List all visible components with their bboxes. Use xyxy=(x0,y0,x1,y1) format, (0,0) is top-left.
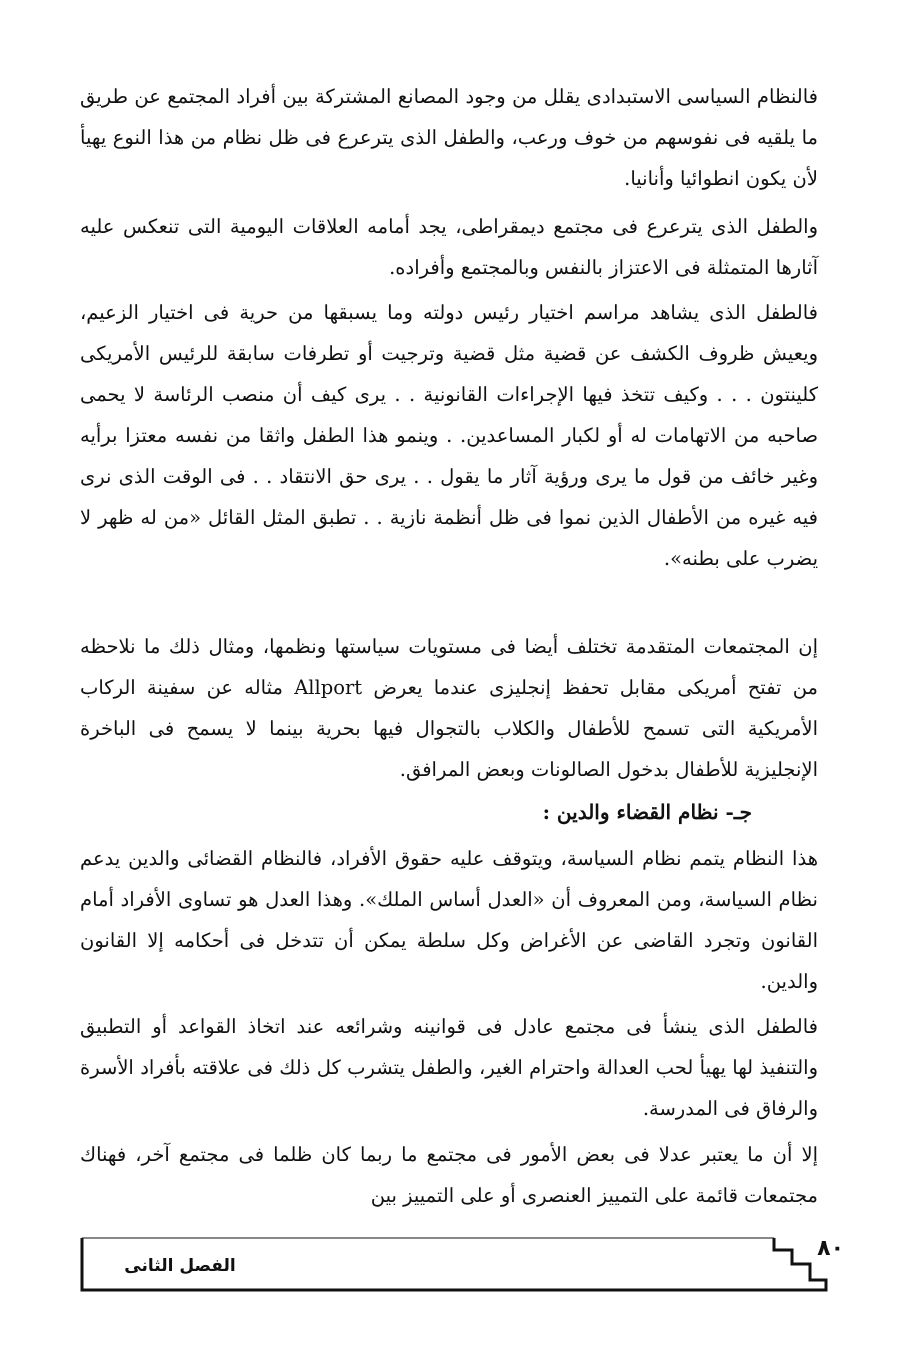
paragraph-1: فالنظام السياسى الاستبدادى يقلل من وجود المصانع المشتركة بين أفراد المجتمع عن طريق ما يلقيه فى نفوسهم من خوف ورعب، والطفل الذى يترعرع فى ظل نظام من هذا النوع يهيأ لأن يكون انطوائيا وأنانيا. xyxy=(80,85,818,190)
paragraph-2: والطفل الذى يترعرع فى مجتمع ديمقراطى، يجد أمامه العلاقات اليومية التى تنعكس عليه آثارها المتمثلة فى الاعتزاز بالنفس وبالمجتمع وأفراده. xyxy=(80,215,818,279)
paragraph-3: فالطفل الذى يشاهد مراسم اختيار رئيس دولته وما يسبقها من حرية فى اختيار الزعيم، ويعيش ظروف الكشف عن قضية مثل قضية وترجيت أو تطرفات سابقة للرئيس الأمريكى كلينتون . . . وكيف تتخذ فيها الإجراءات القانونية . . يرى كيف أن منصب الرئاسة لا يحمى صاحبه من الاتهامات له أو لكبار المساعدين. . وينمو هذا الطفل واثقا من نفسه معتزا برأيه وغير خائف من قول ما يرى ورؤية آثار ما يقول . . يرى حق الانتقاد . . فى الوقت الذى نرى فيه غيره من الأطفال الذين نموا فى ظل أنظمة نازية . . تطبق المثل القائل «من له ظهر لا يضرب على بطنه». xyxy=(80,301,818,570)
page-footer xyxy=(80,1236,844,1294)
page-number: ٨٠ xyxy=(817,1236,844,1261)
section-heading-text: جـ- نظام القضاء والدين : xyxy=(542,800,752,824)
section-heading xyxy=(80,792,818,833)
paragraph-4: إن المجتمعات المتقدمة تختلف أيضا فى مستويات سياستها ونظمها، ومثال ذلك ما نلاحظه من تفتح أمريكى مقابل تحفظ إنجليزى عندما يعرض Allport مثاله عن سفينة الركاب الأمريكية التى تسمح للأطفال والكلاب بالتجوال فيها بحرية بينما لا يسمح فى الباخرة الإنجليزية للأطفال بدخول الصالونات وبعض المرافق. xyxy=(80,635,818,781)
chapter-title: الفصل الثانى xyxy=(124,1256,236,1276)
paragraph-6: فالطفل الذى ينشأ فى مجتمع عادل فى قوانينه وشرائعه عند اتخاذ القواعد أو التطبيق والتنفيذ لها يهيأ لحب العدالة واحترام الغير، والطفل يتشرب كل ذلك فى علاقته بأفراد الأسرة والرفاق فى المدرسة. xyxy=(80,1015,818,1120)
paragraph-5: هذا النظام يتمم نظام السياسة، ويتوقف عليه حقوق الأفراد، فالنظام القضائى والدين يدعم نظام السياسة، ومن المعروف أن «العدل أساس الملك». وهذا العدل هو تساوى الأفراد أمام القانون وتجرد القاضى عن الأغراض وكل سلطة يمكن أن تتدخل فى أحكامه إلا القانون والدين. xyxy=(80,847,818,993)
paragraph-7: إلا أن ما يعتبر عدلا فى بعض الأمور فى مجتمع ما ربما كان ظلما فى مجتمع آخر، فهناك مجتمعات قائمة على التمييز العنصرى أو على التمييز بين xyxy=(80,1143,818,1207)
